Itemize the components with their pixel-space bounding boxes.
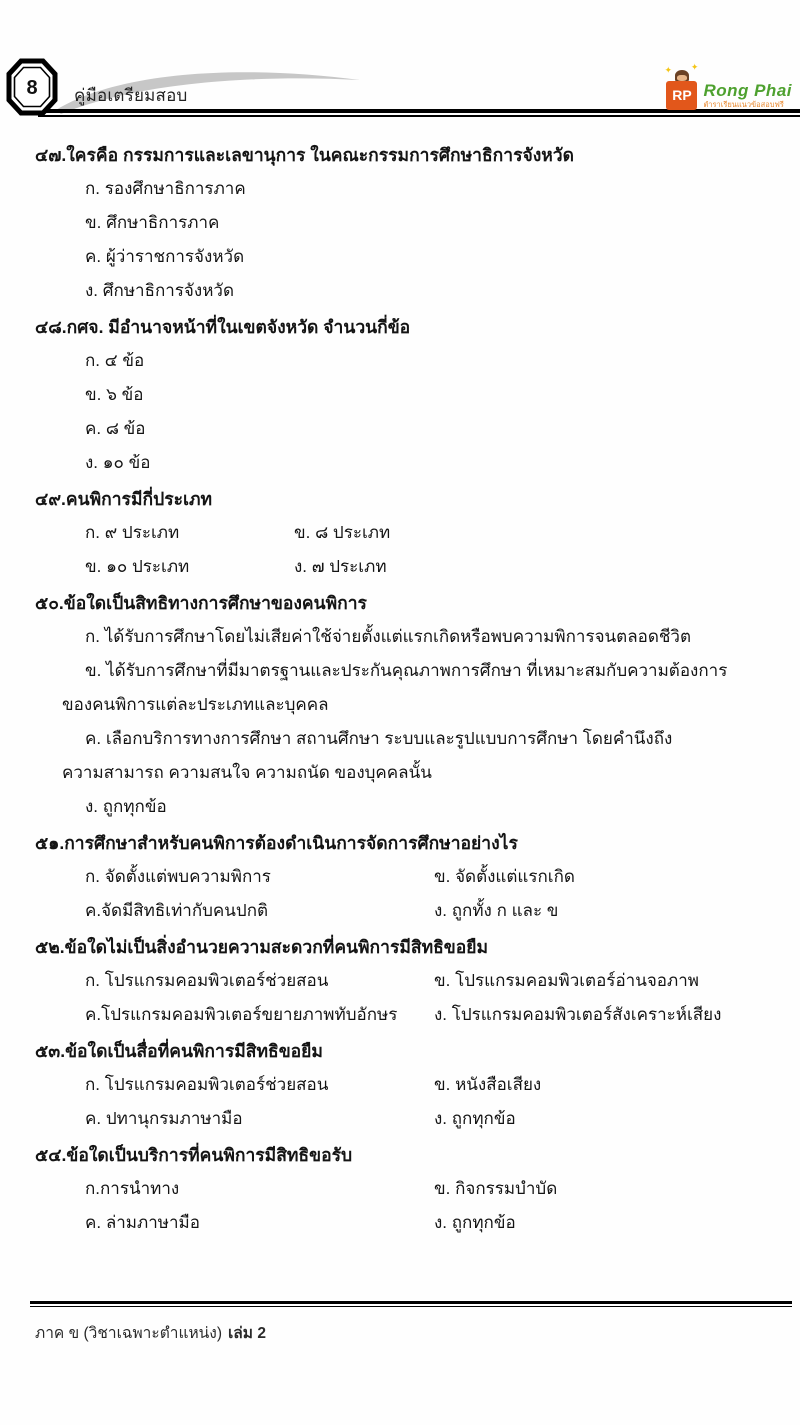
option: ค. ปทานุกรมภาษามือ [85,1109,243,1128]
option: ง. ถูกทุกข้อ [434,1213,516,1232]
logo-subtitle: ตำราเรียนแนวข้อสอบฟรี [703,100,784,109]
question-title: ๕๓.ข้อใดเป็นสื่อที่คนพิการมีสิทธิขอยืม [35,1041,323,1061]
option-row [85,550,792,584]
question-title: ๕๔.ข้อใดเป็นบริการที่คนพิการมีสิทธิขอรับ [35,1145,353,1165]
header-title: คู่มือเตรียมสอบ [74,86,188,105]
page-number: 8 [26,77,38,99]
question-48 [35,310,792,480]
option: ข. ๘ ประเภท [294,523,391,542]
question-title: ๔๗.ใครคือ กรรมการและเลขานุการ ในคณะกรรมการศึกษาธิการจังหวัด [35,145,574,165]
option-row [85,894,792,928]
logo-text [703,82,792,110]
option-row [85,1068,792,1102]
logo-name: Rong Phai [703,81,792,100]
option: ก.การนำทาง [85,1179,180,1198]
option: ข. ๑๐ ประเภท [85,557,190,576]
question-title: ๕๑.การศึกษาสำหรับคนพิการต้องดำเนินการจัดการศึกษาอย่างไร [35,833,518,853]
option: ก. ๔ ข้อ [85,351,145,370]
logo-box-letters: RP [666,81,697,110]
footer-divider [30,1301,792,1307]
rongphai-logo-icon [666,64,700,110]
sparkle-icon: ✦ [664,65,672,75]
option: ค.โปรแกรมคอมพิวเตอร์ขยายภาพทับอักษร [85,1005,398,1024]
option-row [85,964,792,998]
option: ง. ๑๐ ข้อ [85,453,151,472]
option: ข. จัดตั้งแต่แรกเกิด [434,867,575,886]
question-54 [35,1138,792,1240]
page-number-octagon [6,58,58,116]
option-row [85,860,792,894]
option: ง. ถูกทุกข้อ [85,797,167,816]
option: ง. ถูกทั้ง ก และ ข [434,901,559,920]
header-divider [38,109,800,117]
option-row [85,998,792,1032]
question-53 [35,1034,792,1136]
option: ง. ศึกษาธิการจังหวัด [85,281,234,300]
option: ก. รองศึกษาธิการภาค [85,179,246,198]
question-title: ๕๒.ข้อใดไม่เป็นสิ่งอำนวยความสะดวกที่คนพิการมีสิทธิขอยืม [35,937,489,957]
option-continuation: ความสามารถ ความสนใจ ความถนัด ของบุคคลนั้น [62,763,432,782]
option: ก. ๙ ประเภท [85,523,180,542]
option: ก. จัดตั้งแต่พบความพิการ [85,867,271,886]
option: ข. กิจกรรมบำบัด [434,1179,558,1198]
option-continuation: ของคนพิการแต่ละประเภทและบุคคล [62,695,329,714]
mascot-head-icon [675,70,689,81]
option: ข. ได้รับการศึกษาที่มีมาตรฐานและประกันคุณภาพการศึกษา ที่เหมาะสมกับความต้องการ [85,661,728,680]
question-title: ๔๘.กศจ. มีอำนาจหน้าที่ในเขตจังหวัด จำนวนกี่ข้อ [35,317,411,337]
option: ง. โปรแกรมคอมพิวเตอร์สังเคราะห์เสียง [434,1005,722,1024]
question-47 [35,138,792,308]
question-52 [35,930,792,1032]
question-50 [35,586,792,824]
option: ข. ๖ ข้อ [85,385,144,404]
question-title: ๔๙.คนพิการมีกี่ประเภท [35,489,213,509]
option: ก. ได้รับการศึกษาโดยไม่เสียค่าใช้จ่ายตั้งแต่แรกเกิดหรือพบความพิการจนตลอดชีวิต [85,627,691,646]
option: ค.จัดมีสิทธิเท่ากับคนปกติ [85,901,269,920]
option: ข. หนังสือเสียง [434,1075,542,1094]
option-row [85,1172,792,1206]
rongphai-logo [666,64,792,110]
footer [35,1320,266,1345]
option-row [85,1206,792,1240]
question-51 [35,826,792,928]
question-title: ๕๐.ข้อใดเป็นสิทธิทางการศึกษาของคนพิการ [35,593,367,613]
option: ค. ล่ามภาษามือ [85,1213,200,1232]
footer-volume-label: เล่ม 2 [228,1325,266,1342]
octagon-icon [6,58,58,116]
option-row [85,1102,792,1136]
option: ค. ๘ ข้อ [85,419,146,438]
option: ก. โปรแกรมคอมพิวเตอร์ช่วยสอน [85,1075,329,1094]
question-49 [35,482,792,584]
option: ข. โปรแกรมคอมพิวเตอร์อ่านจอภาพ [434,971,699,990]
option: ง. ๗ ประเภท [294,557,387,576]
option: ง. ถูกทุกข้อ [434,1109,516,1128]
questions-list [35,138,792,1242]
footer-part-label: ภาค ข (วิชาเฉพาะตำแหน่ง) [35,1325,222,1342]
option-row [85,516,792,550]
option: ค. เลือกบริการทางการศึกษา สถานศึกษา ระบบและรูปแบบการศึกษา โดยคำนึงถึง [85,729,673,748]
option: ข. ศึกษาธิการภาค [85,213,220,232]
option: ค. ผู้ว่าราชการจังหวัด [85,247,245,266]
sparkle-icon: ✦ [690,62,699,72]
option: ก. โปรแกรมคอมพิวเตอร์ช่วยสอน [85,971,329,990]
